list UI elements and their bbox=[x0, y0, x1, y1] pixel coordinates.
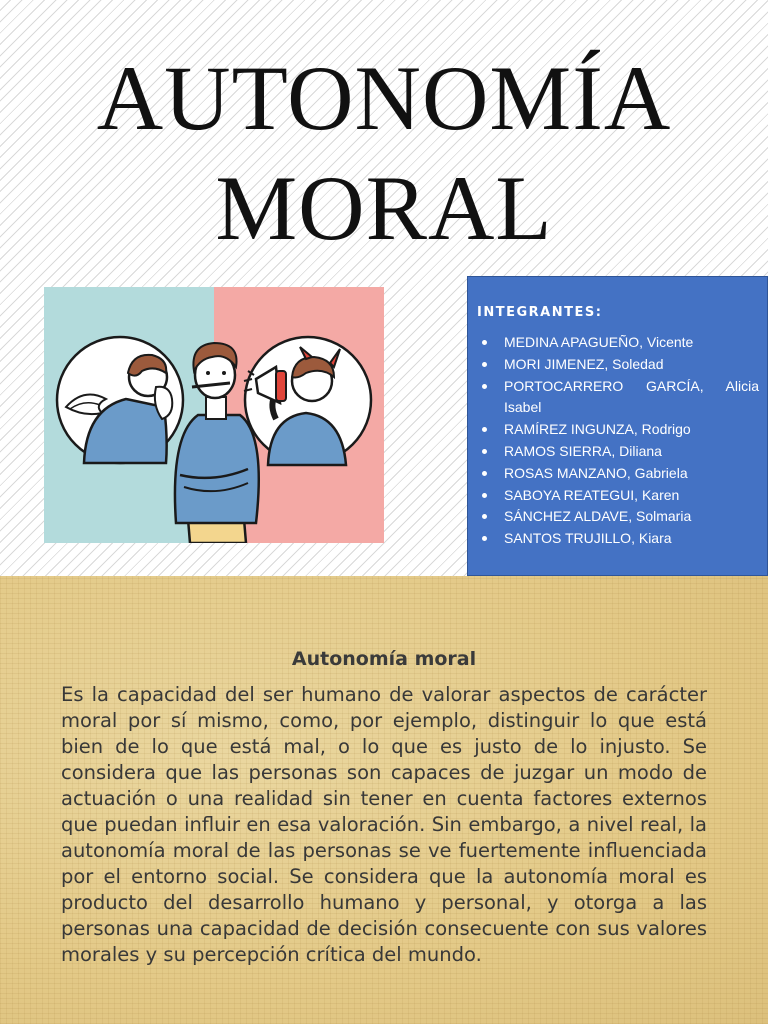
page-title-line-1: AUTONOMÍA bbox=[96, 47, 672, 149]
devil-figure-icon bbox=[245, 337, 371, 465]
page-title-line-2: MORAL bbox=[215, 157, 553, 259]
list-item: SABOYA REATEGUI, Karen bbox=[477, 485, 759, 507]
list-item: PORTOCARRERO GARCÍA, Alicia Isabel bbox=[477, 376, 759, 420]
list-item: SÁNCHEZ ALDAVE, Solmaria bbox=[477, 506, 759, 528]
list-item: MEDINA APAGUEÑO, Vicente bbox=[477, 332, 759, 354]
list-item: RAMÍREZ INGUNZA, Rodrigo bbox=[477, 419, 759, 441]
list-item: MORI JIMENEZ, Soledad bbox=[477, 354, 759, 376]
members-panel bbox=[467, 276, 768, 576]
list-item: RAMOS SIERRA, Diliana bbox=[477, 441, 759, 463]
content-body: Es la capacidad del ser humano de valorar aspectos de carácter moral por sí mismo, como, por ejemplo, distinguir lo que está bien de lo que está mal, o lo que es justo de lo injusto. Se considera que las personas son capaces de juzgar un modo de actuación o una realidad sin tener en cuenta factores externos que puedan influir en esa valoración. Sin embargo, a nivel real, la autonomía moral de las personas se ve fuertemente influenciada por el entorno social. Se considera que la autonomía moral es producto del desarrollo humano y personal, y otorga a las personas una capacidad de decisión consecuente con sus valores morales y su percepción crítica del mundo. bbox=[61, 683, 707, 966]
content-section bbox=[0, 576, 768, 1024]
angel-figure-icon bbox=[57, 337, 183, 463]
content-heading: Autonomía moral bbox=[291, 648, 477, 670]
members-list bbox=[477, 332, 759, 550]
members-heading: INTEGRANTES: bbox=[477, 305, 603, 320]
list-item: ROSAS MANZANO, Gabriela bbox=[477, 463, 759, 485]
list-item: SANTOS TRUJILLO, Kiara bbox=[477, 528, 759, 550]
illustration bbox=[44, 287, 384, 543]
